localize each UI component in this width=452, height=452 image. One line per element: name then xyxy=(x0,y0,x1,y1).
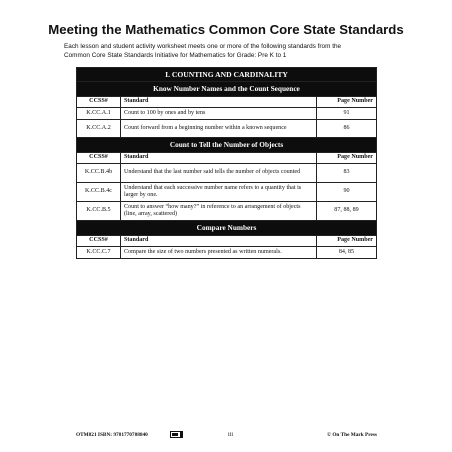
table-row xyxy=(77,120,377,138)
page-numbers: 83 xyxy=(316,164,376,183)
on-the-mark-logo-icon xyxy=(170,431,183,438)
standard-text: Understand that each successive number name refers to a quantity that is larger by one. xyxy=(121,183,317,202)
page-footer xyxy=(76,431,377,441)
intro-line-2: Common Core State Standards Initiative for Mathematics for Grade: Pre K to 1 xyxy=(64,51,287,59)
page-numbers: 84, 85 xyxy=(316,247,376,259)
column-header-row xyxy=(77,236,377,247)
main-heading: I. COUNTING AND CARDINALITY xyxy=(77,68,377,82)
page-numbers: 86 xyxy=(316,120,376,138)
standard-text: Understand that the last number said tells the number of objects counted xyxy=(121,164,317,183)
standard-text: Compare the size of two numbers presented as written numerals. xyxy=(121,247,317,259)
intro-paragraph xyxy=(64,43,394,60)
table-row xyxy=(77,108,377,120)
column-header-standard: Standard xyxy=(121,153,317,164)
column-header-pages: Page Number xyxy=(316,153,376,164)
section-heading-row xyxy=(77,138,377,153)
footer-isbn: OTM821 ISBN: 9781770788840 xyxy=(76,432,148,438)
table-row xyxy=(77,202,377,221)
page-numbers: 91 xyxy=(316,108,376,120)
standard-text: Count forward from a beginning number within a known sequence xyxy=(121,120,317,138)
standard-code: K.CC.B.5 xyxy=(77,202,121,221)
section-heading: Know Number Names and the Count Sequence xyxy=(77,82,377,97)
intro-line-1: Each lesson and student activity worksheet meets one or more of the following standards from the xyxy=(64,43,342,50)
main-heading-row xyxy=(77,68,377,82)
standard-text: Count to answer “how many?” in reference to an arrangement of objects (line, array, scattered) xyxy=(121,202,317,221)
section-heading: Count to Tell the Number of Objects xyxy=(77,138,377,153)
table-row xyxy=(77,164,377,183)
page-numbers: 87, 88, 89 xyxy=(316,202,376,221)
column-header-code: CCSS# xyxy=(77,153,121,164)
section-heading-row xyxy=(77,221,377,236)
page-numbers: 90 xyxy=(316,183,376,202)
section-heading: Compare Numbers xyxy=(77,221,377,236)
footer-copyright: © On The Mark Press xyxy=(327,432,377,438)
column-header-standard: Standard xyxy=(121,236,317,247)
standard-code: K.CC.B.4c xyxy=(77,183,121,202)
standard-code: K.CC.C.7 xyxy=(77,247,121,259)
standard-code: K.CC.A.1 xyxy=(77,108,121,120)
column-header-pages: Page Number xyxy=(316,97,376,108)
page-number: iii xyxy=(228,432,234,438)
page-title: Meeting the Mathematics Common Core State Standards xyxy=(48,22,404,37)
table-row xyxy=(77,247,377,259)
column-header-row xyxy=(77,97,377,108)
column-header-pages: Page Number xyxy=(316,236,376,247)
standard-text: Count to 100 by ones and by tens xyxy=(121,108,317,120)
standard-code: K.CC.A.2 xyxy=(77,120,121,138)
column-header-code: CCSS# xyxy=(77,97,121,108)
standards-table xyxy=(76,67,377,259)
column-header-code: CCSS# xyxy=(77,236,121,247)
standard-code: K.CC.B.4b xyxy=(77,164,121,183)
section-heading-row xyxy=(77,82,377,97)
column-header-row xyxy=(77,153,377,164)
column-header-standard: Standard xyxy=(121,97,317,108)
table-row xyxy=(77,183,377,202)
